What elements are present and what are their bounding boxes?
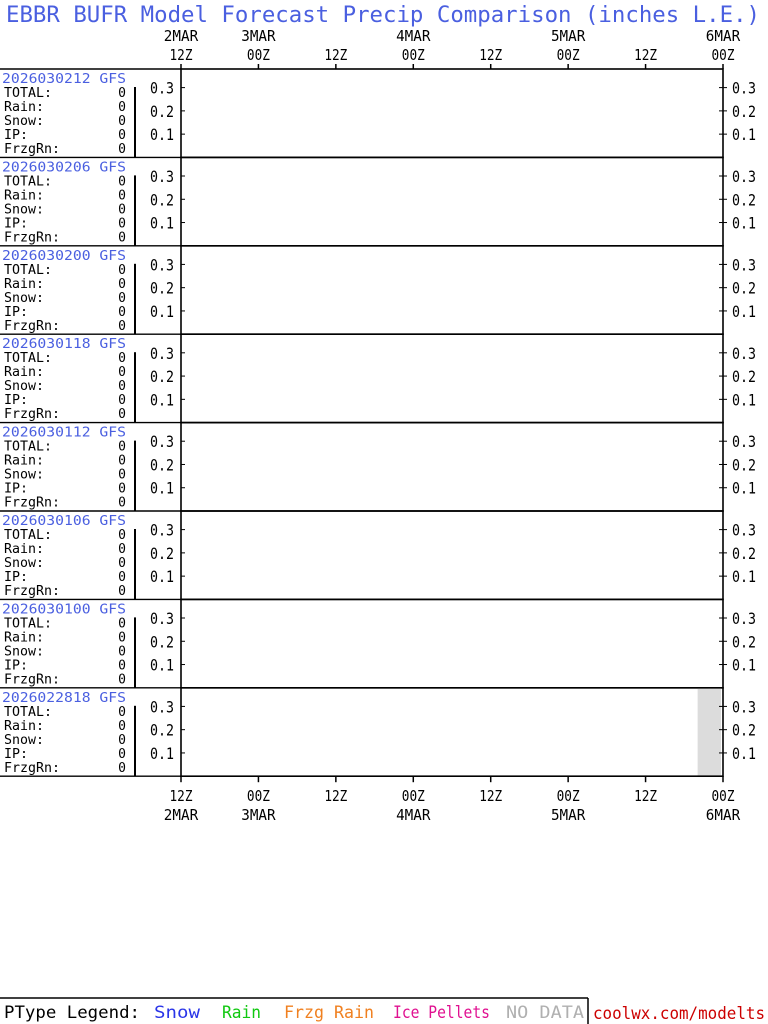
bottom-time-axis [164,776,741,824]
y-tick-label-left: 0.2 [150,720,174,740]
stat-label: FrzgRn: [4,318,60,334]
panel-frame [181,157,723,245]
panel-frame [181,69,723,157]
run-label: 2026022818 GFS [2,690,127,706]
y-tick-label-left: 0.2 [150,455,174,475]
y-tick-label-left: 0.3 [150,697,174,717]
run-panel [0,334,756,422]
stat-label: IP: [4,128,28,143]
stat-value: 0 [118,718,126,734]
stat-value: 0 [118,746,126,762]
stat-label: FrzgRn: [4,584,60,599]
stat-label: IP: [4,658,28,674]
run-label: 2026030206 GFS [2,160,127,176]
stat-label: Rain: [4,542,44,557]
bottom-tick-date: 6MAR [705,806,742,824]
stat-value: 0 [118,304,126,320]
run-label: 2026030200 GFS [2,248,127,264]
stat-value: 0 [118,453,126,469]
y-tick-label-right: 0.2 [732,190,756,210]
model-run-panels [0,69,756,776]
stat-label: Rain: [4,276,44,292]
run-panel [0,423,756,511]
y-tick-label-left: 0.3 [150,78,174,98]
bottom-tick-time: 12Z [634,787,658,805]
stat-label: Snow: [4,202,44,218]
stat-value: 0 [118,290,126,306]
stat-label: Snow: [4,556,44,571]
y-tick-label-left: 0.1 [150,390,174,410]
y-tick-label-right: 0.2 [732,632,756,652]
y-tick-label-left: 0.1 [150,478,174,498]
stat-label: TOTAL: [4,616,52,632]
stat-label: FrzgRn: [4,672,60,688]
stat-label: TOTAL: [4,174,52,190]
stat-label: Snow: [4,114,44,129]
stat-label: IP: [4,481,28,497]
y-tick-label-left: 0.1 [150,301,174,321]
bottom-tick-time: 00Z [246,787,270,805]
top-tick-time: 12Z [169,46,193,64]
y-tick-label-right: 0.3 [732,255,756,275]
y-tick-label-right: 0.1 [732,743,756,763]
run-label: 2026030212 GFS [2,72,127,87]
bottom-tick-time: 00Z [556,787,580,805]
stat-value: 0 [118,142,126,157]
run-panel [0,157,756,245]
y-tick-label-right: 0.3 [732,520,756,540]
y-tick-label-right: 0.1 [732,478,756,498]
stat-value: 0 [118,481,126,497]
stat-value: 0 [118,114,126,129]
y-tick-label-right: 0.1 [732,655,756,675]
stat-label: TOTAL: [4,262,52,278]
y-tick-label-right: 0.3 [732,697,756,717]
run-label: 2026030112 GFS [2,425,127,441]
y-tick-label-right: 0.1 [732,390,756,410]
stat-value: 0 [118,644,126,660]
stat-value: 0 [118,528,126,543]
bottom-tick-date: 3MAR [241,806,277,824]
y-tick-label-left: 0.2 [150,632,174,652]
stat-value: 0 [118,379,126,395]
top-tick-date: 5MAR [550,27,587,45]
y-tick-label-right: 0.3 [732,609,756,629]
stat-value: 0 [118,365,126,381]
y-tick-label-right: 0.2 [732,101,756,121]
bottom-tick-date: 4MAR [396,806,432,824]
stat-label: TOTAL: [4,439,52,455]
stat-label: Rain: [4,630,44,646]
legend-item: Ice Pellets [393,1003,490,1023]
y-tick-label-left: 0.1 [150,567,174,587]
top-tick-time: 12Z [324,46,348,64]
legend-label: PType Legend: [4,1003,140,1023]
stat-label: IP: [4,746,28,762]
stat-label: IP: [4,393,28,409]
legend-item: Rain [222,1003,261,1023]
stat-value: 0 [118,672,126,688]
chart-title: EBBR BUFR Model Forecast Precip Comparison (inches L.E.) [6,3,760,28]
y-tick-label-left: 0.1 [150,125,174,145]
stat-value: 0 [118,174,126,190]
top-tick-date: 2MAR [163,27,200,45]
y-tick-label-left: 0.2 [150,101,174,121]
top-tick-date: 3MAR [241,27,277,45]
y-tick-label-left: 0.1 [150,743,174,763]
no-data-bar [708,689,721,776]
bottom-tick-date: 5MAR [550,806,587,824]
stat-value: 0 [118,542,126,557]
y-tick-label-left: 0.3 [150,432,174,452]
top-time-axis [164,27,741,69]
stat-value: 0 [118,439,126,455]
stat-label: FrzgRn: [4,495,60,511]
run-panel [0,246,756,334]
bottom-tick-time: 00Z [401,787,425,805]
y-tick-label-right: 0.2 [732,367,756,387]
stat-label: Rain: [4,718,44,734]
panel-frame [181,688,723,776]
stat-label: Snow: [4,732,44,748]
bottom-tick-time: 12Z [169,787,193,805]
run-label: 2026030118 GFS [2,337,127,353]
top-tick-date: 6MAR [705,27,742,45]
y-tick-label-right: 0.3 [732,343,756,363]
y-tick-label-left: 0.1 [150,655,174,675]
stat-value: 0 [118,86,126,101]
ptype-legend [0,998,765,1024]
y-tick-label-right: 0.3 [732,167,756,187]
stat-label: Snow: [4,290,44,306]
bottom-tick-date: 2MAR [163,806,200,824]
y-tick-label-left: 0.2 [150,278,174,298]
stat-value: 0 [118,188,126,204]
stat-value: 0 [118,616,126,632]
y-tick-label-right: 0.1 [732,125,756,145]
top-tick-time: 12Z [634,46,658,64]
stat-value: 0 [118,318,126,334]
run-panel [0,599,756,687]
panel-frame [181,423,723,511]
y-tick-label-right: 0.1 [732,567,756,587]
top-tick-time: 00Z [556,46,580,64]
top-tick-time: 00Z [711,46,735,64]
legend-item: NO DATA [506,1003,584,1023]
stat-label: IP: [4,570,28,585]
y-tick-label-right: 0.2 [732,543,756,563]
stat-value: 0 [118,732,126,748]
top-tick-time: 00Z [246,46,270,64]
stat-label: Snow: [4,467,44,483]
y-tick-label-right: 0.3 [732,78,756,98]
site-credit: coolwx.com/modelts [593,1004,765,1024]
stat-label: Snow: [4,644,44,660]
panel-frame [181,511,723,599]
stat-value: 0 [118,570,126,585]
stat-value: 0 [118,584,126,599]
bottom-tick-time: 12Z [324,787,348,805]
y-tick-label-right: 0.2 [732,278,756,298]
stat-label: FrzgRn: [4,142,60,157]
run-panel [0,69,756,157]
legend-item: Snow [154,1003,201,1023]
y-tick-label-left: 0.1 [150,213,174,233]
stat-value: 0 [118,407,126,423]
stat-value: 0 [118,630,126,646]
stat-value: 0 [118,658,126,674]
stat-label: IP: [4,216,28,232]
stat-value: 0 [118,556,126,571]
stat-value: 0 [118,262,126,278]
run-panel [0,688,756,776]
stat-value: 0 [118,216,126,232]
stat-value: 0 [118,467,126,483]
stat-label: FrzgRn: [4,407,60,423]
y-tick-label-left: 0.3 [150,520,174,540]
stat-label: IP: [4,304,28,320]
stat-value: 0 [118,495,126,511]
stat-label: Snow: [4,379,44,395]
bottom-tick-time: 12Z [479,787,503,805]
y-tick-label-left: 0.3 [150,609,174,629]
stat-label: TOTAL: [4,528,52,543]
stat-label: Rain: [4,100,44,115]
stat-value: 0 [118,100,126,115]
stat-value: 0 [118,704,126,720]
y-tick-label-right: 0.2 [732,720,756,740]
stat-label: FrzgRn: [4,230,60,246]
legend-item: Frzg Rain [284,1003,374,1023]
panel-frame [181,246,723,334]
y-tick-label-right: 0.1 [732,213,756,233]
panel-frame [181,334,723,422]
top-tick-date: 4MAR [396,27,432,45]
stat-label: FrzgRn: [4,760,60,776]
bottom-tick-time: 00Z [711,787,735,805]
top-tick-time: 00Z [401,46,425,64]
y-tick-label-left: 0.3 [150,343,174,363]
y-tick-label-left: 0.2 [150,543,174,563]
run-label: 2026030100 GFS [2,602,127,618]
stat-label: Rain: [4,365,44,381]
y-tick-label-left: 0.3 [150,167,174,187]
top-tick-time: 12Z [479,46,503,64]
stat-value: 0 [118,276,126,292]
run-label: 2026030106 GFS [2,514,127,529]
stat-label: TOTAL: [4,86,52,101]
y-tick-label-right: 0.3 [732,432,756,452]
y-tick-label-left: 0.3 [150,255,174,275]
y-tick-label-right: 0.1 [732,301,756,321]
stat-label: Rain: [4,188,44,204]
stat-value: 0 [118,393,126,409]
stat-label: TOTAL: [4,704,52,720]
panel-frame [181,599,723,687]
y-tick-label-right: 0.2 [732,455,756,475]
stat-value: 0 [118,202,126,218]
y-tick-label-left: 0.2 [150,367,174,387]
stat-value: 0 [118,230,126,246]
y-tick-label-left: 0.2 [150,190,174,210]
stat-label: TOTAL: [4,351,52,367]
stat-label: Rain: [4,453,44,469]
stat-value: 0 [118,760,126,776]
stat-value: 0 [118,128,126,143]
run-panel [0,511,756,599]
stat-value: 0 [118,351,126,367]
